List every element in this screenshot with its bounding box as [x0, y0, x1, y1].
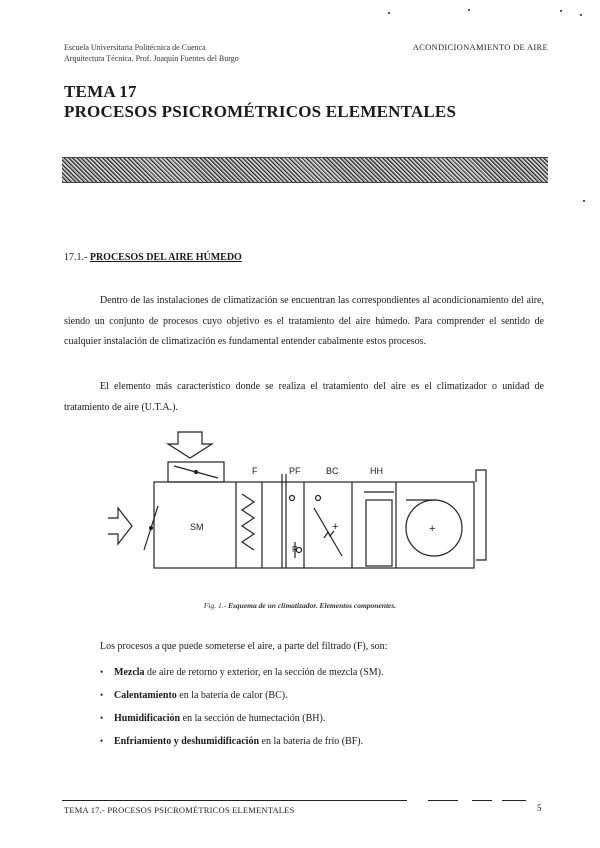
outlet-duct [476, 470, 486, 560]
footer-rule [472, 800, 492, 801]
section-number: 17.1.- [64, 252, 88, 263]
return-air-arrow-icon [168, 432, 212, 458]
title-line-2: PROCESOS PSICROMÉTRICOS ELEMENTALES [64, 102, 457, 121]
section-heading [64, 252, 242, 263]
label-fan-plus: + [429, 523, 436, 535]
footer-rule [502, 800, 526, 801]
list-item: • Enfriamiento y deshumidificación en la batería de frío (BF). [100, 730, 383, 753]
bullet-icon: • [100, 690, 104, 700]
bullet-icon: • [100, 713, 104, 723]
header-subject: ACONDICIONAMIENTO DE AIRE [412, 42, 548, 52]
coil-sensor-icon [316, 496, 321, 501]
list-item: • Mezcla de aire de retorno y exterior, en la sección de mezcla (SM). [100, 661, 383, 684]
footer-title: TEMA 17.- PROCESOS PSICROMÉTRICOS ELEMENTALES [64, 805, 295, 815]
header-institution: Escuela Universitaria Politécnica de Cuenca [64, 43, 206, 52]
label-mixing: SM [190, 522, 204, 532]
list-item: • Calentamiento en la batería de calor (BC). [100, 684, 383, 707]
caption-text: Esquema de un climatizador. Elementos componentes. [228, 601, 397, 610]
footer-rule [62, 800, 407, 801]
label-heating-coil: BC [326, 466, 339, 476]
filter-zigzag [242, 494, 254, 550]
air-handler-diagram [96, 430, 516, 590]
scan-speck [388, 12, 390, 14]
bullet-icon: • [100, 736, 104, 746]
footer-rule [428, 800, 458, 801]
label-filter: F [252, 466, 258, 476]
bullet-icon: • [100, 667, 104, 677]
prefilter-sensor-icon [290, 496, 295, 501]
scan-speck [580, 14, 582, 16]
page-title [64, 82, 456, 122]
scan-speck [560, 10, 562, 12]
processes-intro: Los procesos a que puede someterse el aire, a parte del filtrado (F), son: [100, 641, 388, 652]
title-line-1: TEMA 17 [64, 82, 137, 101]
decorative-hatched-band [62, 157, 548, 183]
label-r: R [292, 545, 298, 554]
header-institution-block [64, 42, 239, 64]
paragraph-1: Dentro de las instalaciones de climatización se encuentran las correspondientes al acondicionamiento del aire, siendo un conjunto de procesos cuyo objetivo es el tratamiento del aire húmedo. Para comprender el sentido de cualquier instalación de climatización es fundamental entender cabalmente estos procesos. [64, 295, 544, 347]
processes-list [100, 661, 383, 753]
paragraph-2: El elemento más característico donde se realiza el tratamiento del aire es el climatizador o unidad de tratamiento de aire (U.T.A.). [64, 381, 544, 413]
list-item: • Humidificación en la sección de humectación (BH). [100, 707, 383, 730]
label-prefilter: PF [289, 466, 301, 476]
label-humidifier: HH [370, 466, 383, 476]
label-coil-plus: + [332, 521, 339, 533]
caption-prefix: Fig. 1.- [203, 601, 227, 610]
inlet-air-arrow-icon [108, 508, 132, 544]
page-number: 5 [537, 803, 542, 813]
scan-speck [583, 200, 585, 202]
header-department: Arquitectura Técnica. Prof. Joaquín Fuentes del Burgo [64, 54, 239, 63]
figure-caption [0, 601, 600, 610]
scan-speck [468, 9, 470, 11]
section-title: PROCESOS DEL AIRE HÚMEDO [89, 252, 242, 263]
